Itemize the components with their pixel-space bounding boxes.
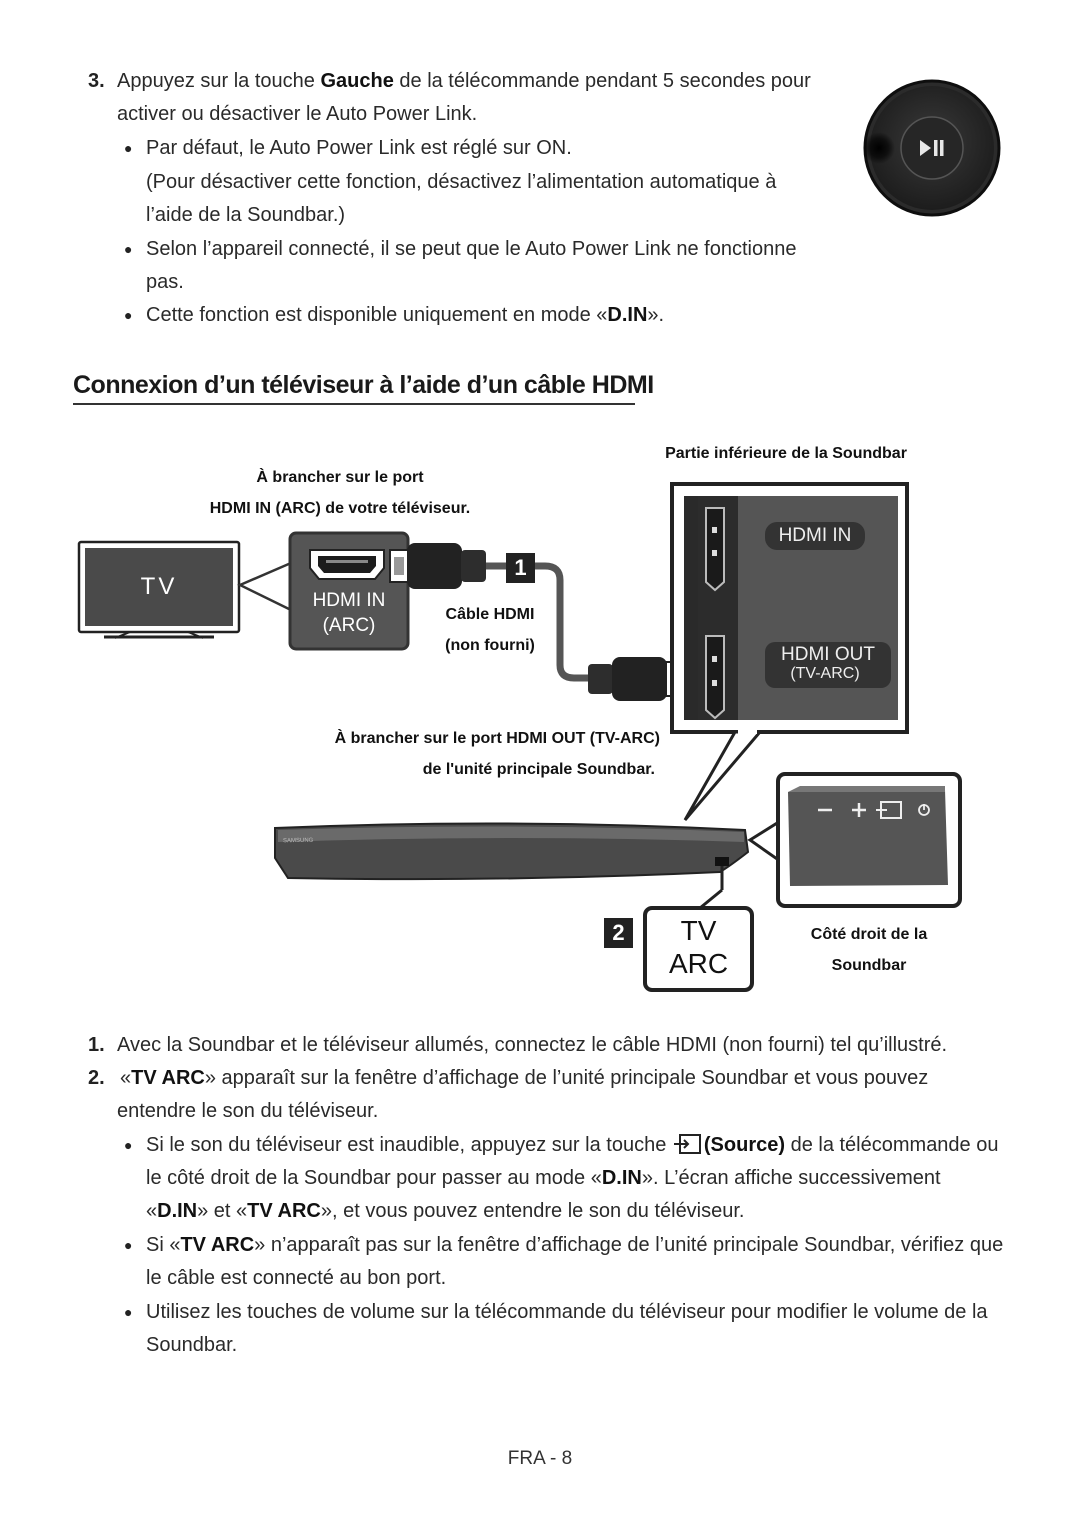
bullet-source-line-2: le côté droit de la Soundbar pour passer au mode «D.IN». L’écran affiche successivement — [146, 1167, 941, 1189]
bullet-text: (Pour désactiver cette fonction, désactivez l’alimentation automatique à — [146, 171, 777, 193]
display-line-1: TV — [680, 915, 717, 946]
bullet-source-line-1: Si le son du téléviseur est inaudible, appuyez sur la touche (Source) de la télécommande ou — [146, 1134, 999, 1156]
cable-label-1: Câble HDMI — [445, 606, 535, 623]
bullet-dot: ● — [124, 1304, 133, 1320]
step-marker-1: 1 — [514, 555, 527, 580]
cable-label-2: (non fourni) — [445, 637, 535, 654]
label-connect-tv-1: À brancher sur le port — [256, 469, 424, 486]
source-icon — [672, 1133, 704, 1155]
label-connect-tv-2: HDMI IN (ARC) de votre téléviseur. — [209, 500, 471, 517]
hdmi-out-label-1: HDMI OUT — [781, 644, 875, 665]
label-right-side-2: Soundbar — [831, 957, 907, 974]
section-title: Connexion d’un téléviseur à l’aide d’un câble HDMI — [73, 371, 654, 399]
step-3-line-2: activer ou désactiver le Auto Power Link. — [117, 103, 478, 125]
step-2-number: 2. — [88, 1067, 105, 1089]
soundbar-brand: SAMSUNG — [282, 837, 314, 845]
bullet-text: Selon l’appareil connecté, il se peut que le Auto Power Link ne fonctionne — [146, 238, 797, 260]
page-number: FRA - 8 — [507, 1448, 573, 1469]
label-connect-sb-2: de l'unité principale Soundbar. — [422, 761, 655, 778]
step-3-number: 3. — [88, 70, 105, 92]
step-2-line-1: «TV ARC» apparaît sur la fenêtre d’affichage de l’unité principale Soundbar et vous pouvez — [120, 1067, 929, 1089]
bullet-dot: ● — [124, 307, 133, 323]
label-connect-sb-1: À brancher sur le port HDMI OUT (TV-ARC) — [334, 730, 660, 747]
step-1-number: 1. — [88, 1034, 105, 1056]
tv-port-label-2: (ARC) — [322, 615, 376, 636]
bullet-text: Par défaut, le Auto Power Link est réglé sur ON. — [146, 137, 572, 159]
tv-label: TV — [140, 573, 178, 600]
hdmi-out-label-2: (TV-ARC) — [790, 665, 860, 682]
step-1-text: Avec la Soundbar et le téléviseur allumés, connectez le câble HDMI (non fourni) tel qu’illustré. — [117, 1034, 948, 1056]
bullet-volume-line-1: Utilisez les touches de volume sur la télécommande du téléviseur pour modifier le volume de la — [146, 1301, 988, 1323]
bullet-check-line-2: le câble est connecté au bon port. — [146, 1267, 447, 1289]
bullet-text: l’aide de la Soundbar.) — [146, 204, 346, 226]
step-marker-2: 2 — [612, 920, 625, 945]
bullet-text: pas. — [146, 271, 184, 293]
bullet-dot: ● — [124, 1237, 133, 1253]
bullet-dot: ● — [124, 241, 133, 257]
section-title-underline — [73, 403, 635, 405]
bullet-check-line-1: Si «TV ARC» n’apparaît pas sur la fenêtre d’affichage de l’unité principale Soundbar, vérifiez que — [146, 1234, 1004, 1256]
step-2-line-2: entendre le son du téléviseur. — [117, 1100, 379, 1122]
bullet-volume-line-2: Soundbar. — [146, 1334, 238, 1356]
bullet-dot: ● — [124, 140, 133, 156]
hdmi-in-label: HDMI IN — [778, 525, 852, 546]
display-line-2: ARC — [668, 948, 729, 979]
bullet-dot: ● — [124, 1137, 133, 1153]
step-3-line-1: Appuyez sur la touche Gauche de la télécommande pendant 5 secondes pour — [117, 70, 811, 92]
label-right-side-1: Côté droit de la — [810, 926, 928, 943]
remote-play-pause-icon — [862, 78, 1002, 218]
bullet-text: Cette fonction est disponible uniquement en mode «D.IN». — [146, 304, 665, 326]
bullet-source-line-3: «D.IN» et «TV ARC», et vous pouvez entendre le son du téléviseur. — [146, 1200, 745, 1222]
tv-port-label-1: HDMI IN — [312, 590, 386, 611]
label-bottom-part: Partie inférieure de la Soundbar — [665, 445, 907, 462]
